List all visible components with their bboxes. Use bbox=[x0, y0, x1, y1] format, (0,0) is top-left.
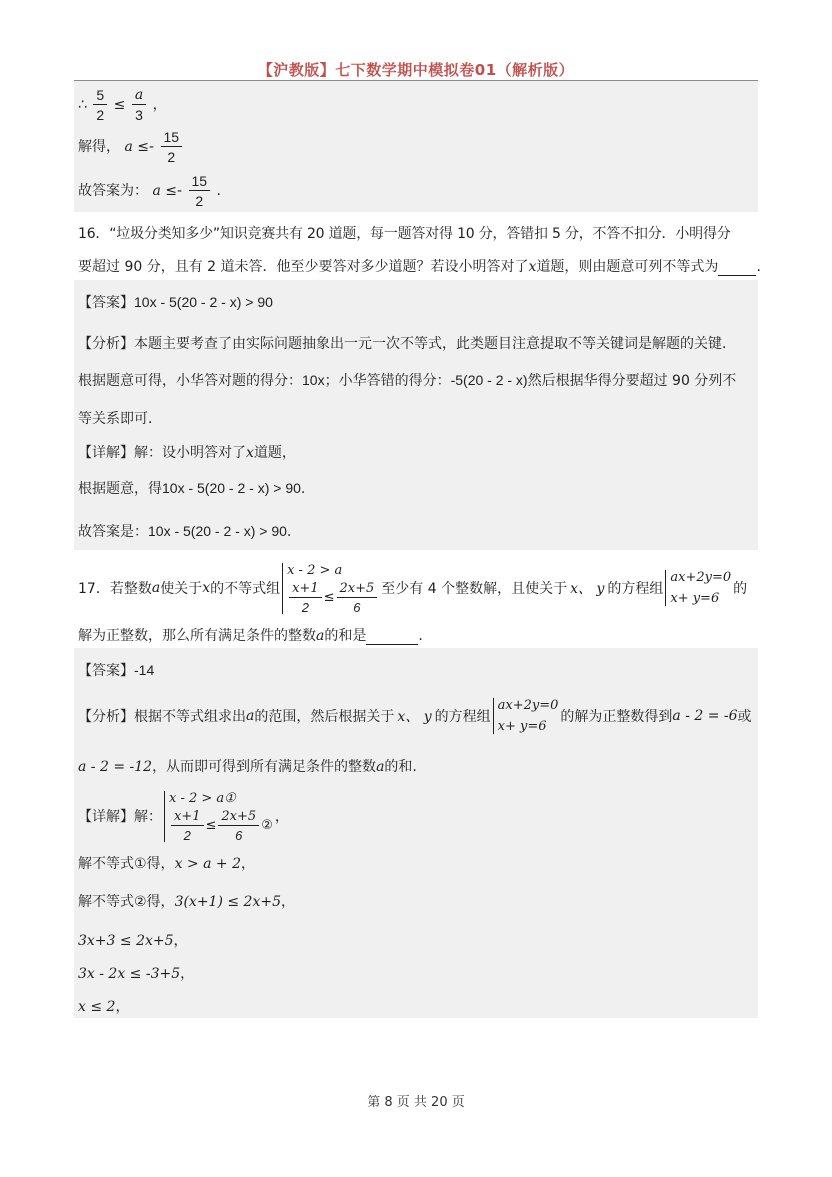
prev-solution-line-3: 故答案为： a ≤- $\frac{15}{2}$ . bbox=[78, 173, 221, 209]
answer-blank bbox=[718, 259, 756, 276]
q16-answer: 【答案】10x - 5(20 - 2 - x) > 90 bbox=[78, 294, 273, 311]
q16-detail-line-1: 【详解】解：设小明答对了x道题， bbox=[78, 445, 296, 461]
fraction: $\frac{15}{2}$ bbox=[161, 130, 183, 164]
equation-system: ax+2y=0 x+ y=6 bbox=[665, 570, 731, 606]
q17-detail-line-1: 【详解】 解： x - 2 > a① $\frac{x+1}{2}$ ≤ $\frac{2x+5}{6}$ ② ， bbox=[78, 790, 289, 843]
q16-question-line-2: 要超过 90 分，且有 2 道未答．他至少要答对多少道题？若设小明答对了x道题，则由题意可列不等式为 . bbox=[78, 259, 761, 275]
prev-solution-line-2: 解得， a ≤- $\frac{15}{2}$ bbox=[78, 130, 184, 164]
q16-analysis-line-1: 【分析】本题主要考查了由实际问题抽象出一元一次不等式，此类题目注意提取不等关键词是解题的关键． bbox=[78, 336, 736, 352]
q17-step-2: 解不等式②得，3(x+1) ≤ 2x+5， bbox=[78, 894, 295, 910]
q17-step-3: 3x+3 ≤ 2x+5， bbox=[78, 933, 188, 949]
q17-step-4: 3x - 2x ≤ -3+5， bbox=[78, 966, 195, 982]
answer-blank bbox=[366, 628, 418, 645]
fraction: $\frac{15}{2}$ bbox=[189, 174, 211, 208]
q17-question-line-2: 解为正整数，那么所有满足条件的整数a的和是 . bbox=[78, 628, 423, 644]
q17-step-1: 解不等式①得，x > a + 2， bbox=[78, 856, 255, 872]
equation-system: ax+2y=0 x+ y=6 bbox=[493, 698, 559, 734]
q16-solution-panel bbox=[74, 280, 758, 550]
inequality-system: x - 2 > a① $\frac{x+1}{2}$ ≤ $\frac{2x+5}{6}$ ② bbox=[164, 791, 273, 842]
q17-answer: 【答案】-14 bbox=[78, 662, 155, 679]
q16-question-line-1: 16．“垃圾分类知多少”知识竞赛共有 20 道题，每一题答对得 10 分，答错扣 5 分，不答不扣分．小明得分 bbox=[78, 226, 731, 242]
q17-analysis-line-2: a - 2 = -12，从而即可得到所有满足条件的整数a的和. bbox=[78, 759, 417, 775]
q16-detail-line-3: 故答案是：10x - 5(20 - 2 - x) > 90. bbox=[78, 523, 292, 540]
q17-question-line-1: 17．若整数 a 使关于 x 的不等式组 x - 2 > a $\frac{x+1}{2}$ ≤ $\frac{2x+5}{6}$ 至少有 4 个整数解，且使关于 x、 y 的方程组 ax+2y=0 x+ y=6 的 bbox=[78, 562, 748, 615]
inequality-system: x - 2 > a $\frac{x+1}{2}$ ≤ $\frac{2x+5}{6}$ bbox=[282, 563, 379, 614]
q17-analysis-line-1: 【分析】 根据不等式组求出 a 的范围，然后根据关于 x、 y 的方程组 ax+2y=0 x+ y=6 的解为正整数得到 a - 2 = -6 或 bbox=[78, 698, 752, 734]
prev-solution-line-1: ∴ $\frac{5}{2}$ ≤ $\frac{a}{3}$ ， bbox=[78, 87, 167, 123]
page-number: 第 8 页 共 20 页 bbox=[367, 1095, 465, 1110]
q16-detail-line-2: 根据题意，得10x - 5(20 - 2 - x) > 90. bbox=[78, 480, 306, 497]
q16-analysis-line-2: 根据题意可得，小华答对题的得分：10x；小华答错的得分：-5(20 - 2 - x)然后根据华得分要超过 90 分列不 bbox=[78, 372, 737, 389]
q17-step-5: x ≤ 2， bbox=[78, 999, 130, 1015]
q16-analysis-line-3: 等关系即可． bbox=[78, 411, 162, 427]
fraction: $\frac{5}{2}$ bbox=[93, 88, 107, 122]
page-header-title: 【沪教版】七下数学期中模拟卷01（解析版） bbox=[257, 61, 575, 79]
fraction: $\frac{a}{3}$ bbox=[132, 88, 146, 122]
